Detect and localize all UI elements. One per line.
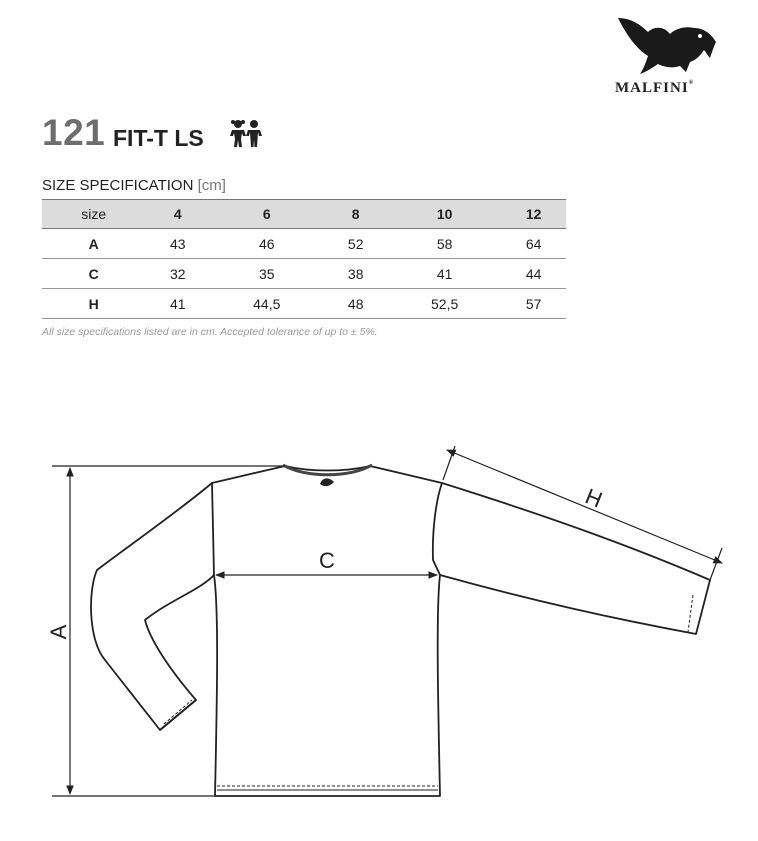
row-label: C (42, 259, 145, 289)
table-cell: 44 (501, 259, 566, 289)
table-cell: 57 (501, 289, 566, 319)
table-cell: 64 (501, 229, 566, 259)
table-cell: 58 (388, 229, 501, 259)
table-header-row (42, 200, 566, 229)
table-cell: 41 (388, 259, 501, 289)
header-cell: 8 (323, 200, 388, 229)
table-cell: 48 (323, 289, 388, 319)
spec-heading: SIZE SPECIFICATION [cm] (42, 177, 226, 194)
header-cell: 10 (388, 200, 501, 229)
brand-logo (608, 14, 728, 98)
table-cell: 43 (145, 229, 210, 259)
header-cell: size (42, 200, 145, 229)
label-a: A (46, 624, 71, 640)
label-c: C (319, 548, 335, 573)
product-name: FIT-T LS (113, 125, 204, 151)
brand-name: MALFINI® (615, 80, 695, 96)
table-cell: 35 (210, 259, 323, 289)
shirt-outline (91, 465, 710, 796)
dimension-lines (52, 446, 722, 796)
spec-unit: [cm] (197, 177, 226, 194)
header-cell: 6 (210, 200, 323, 229)
neck-label (320, 478, 334, 486)
shirt-diagram (0, 430, 758, 830)
table-cell: 32 (145, 259, 210, 289)
table-cell: 52,5 (388, 289, 501, 319)
label-h: H (581, 483, 606, 513)
header-cell: 4 (145, 200, 210, 229)
table-cell: 41 (145, 289, 210, 319)
table-cell: 38 (323, 259, 388, 289)
table-cell: 52 (323, 229, 388, 259)
row-label: A (42, 229, 145, 259)
tolerance-note: All size specifications listed are in cm. Accepted tolerance of up to ± 5%. (42, 326, 378, 338)
header-cell: 12 (501, 200, 566, 229)
table-row (42, 259, 566, 289)
row-label: H (42, 289, 145, 319)
size-table (42, 199, 566, 319)
eagle-icon (616, 14, 720, 76)
product-code: 121 (42, 112, 106, 153)
kids-icon (229, 118, 263, 148)
table-row (42, 229, 566, 259)
table-cell: 44,5 (210, 289, 323, 319)
table-cell: 46 (210, 229, 323, 259)
table-row (42, 289, 566, 319)
